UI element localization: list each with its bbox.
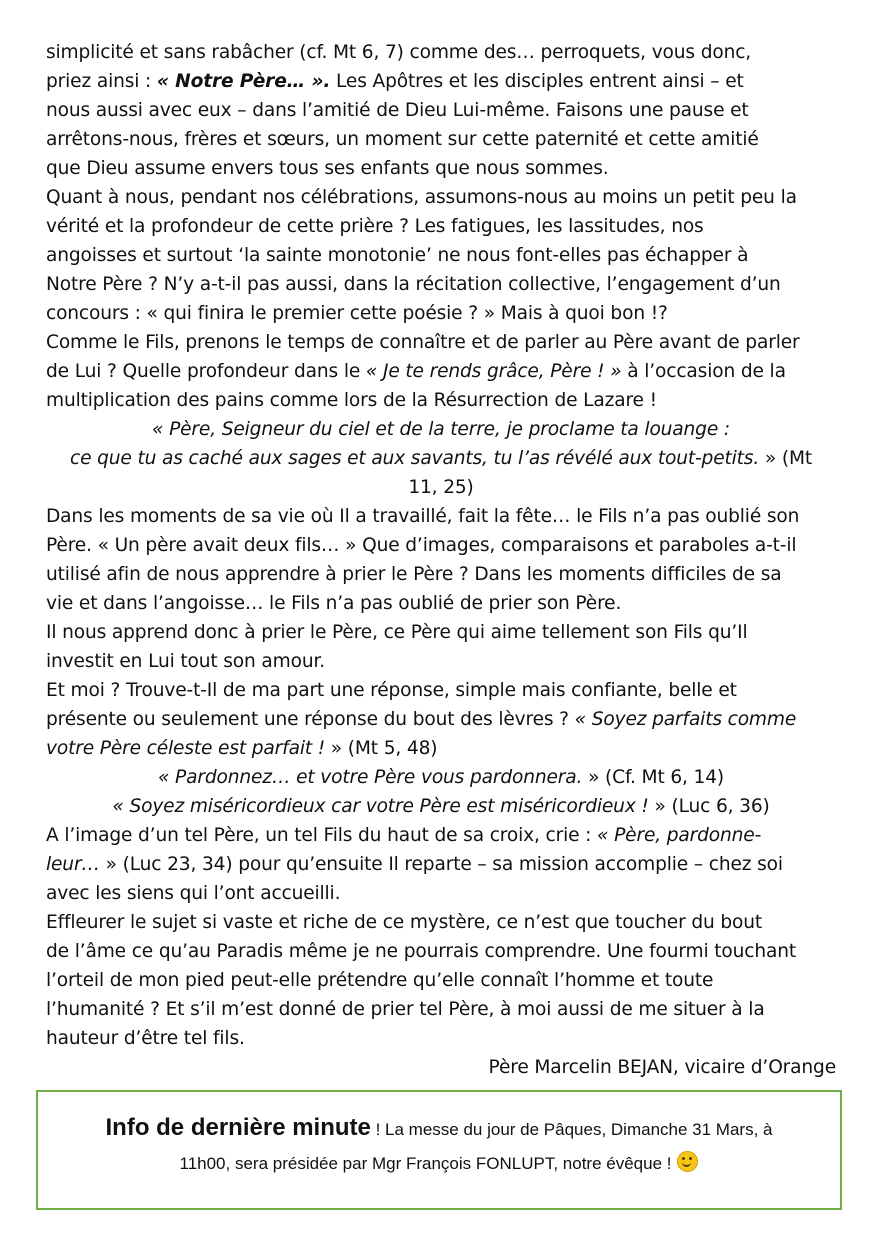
text-line	[46, 734, 836, 763]
citation-ref: » (Mt 5, 48)	[325, 738, 438, 759]
scripture-quote	[46, 792, 836, 821]
text-line: Père. « Un père avait deux fils… » Que d’images, comparaisons et paraboles a-t-il	[46, 535, 797, 556]
citation-ref: » (Luc 6, 36)	[648, 796, 770, 817]
italic-quote: « Soyez miséricordieux car votre Père est miséricordieux !	[112, 796, 649, 817]
text-span: présente ou seulement une réponse du bout des lèvres ?	[46, 709, 575, 730]
italic-quote: « Pardonnez… et votre Père vous pardonnera.	[157, 767, 583, 788]
text-span: A l’image d’un tel Père, un tel Fils du haut de sa croix, crie :	[46, 825, 598, 846]
text-line: Notre Père ? N’y a-t-il pas aussi, dans la récitation collective, l’engagement d’un	[46, 274, 781, 295]
text-line: Quant à nous, pendant nos célébrations, assumons-nous au moins un petit peu la	[46, 187, 797, 208]
text-line: avec les siens qui l’ont accueilli.	[46, 883, 341, 904]
info-title: Info de dernière minute	[105, 1114, 371, 1141]
text-line: l’orteil de mon pied peut-elle prétendre qu’elle connaît l’homme et toute	[46, 970, 714, 991]
text-line: Il nous apprend donc à prier le Père, ce Père qui aime tellement son Fils qu’Il	[46, 622, 748, 643]
text-line: vie et dans l’angoisse… le Fils n’a pas oublié de prier son Père.	[46, 593, 622, 614]
text-line: Comme le Fils, prenons le temps de connaître et de parler au Père avant de parler	[46, 332, 800, 353]
italic-quote: « Père, pardonne-	[597, 825, 762, 846]
italic-quote: ce que tu as caché aux sages et aux savants, tu l’as révélé aux tout-petits.	[70, 448, 760, 469]
text-line: multiplication des pains comme lors de la Résurrection de Lazare !	[46, 390, 657, 411]
text-line: investit en Lui tout son amour.	[46, 651, 326, 672]
italic-quote: « Soyez parfaits comme	[574, 709, 797, 730]
emphasis-notre-pere: « Notre Père… ».	[156, 71, 331, 92]
text-line: concours : « qui finira le premier cette poésie ? » Mais à quoi bon !?	[46, 303, 668, 324]
text-line: arrêtons-nous, frères et sœurs, un moment sur cette paternité et cette amitié	[46, 129, 759, 150]
scripture-quote	[46, 444, 836, 473]
text-span: » (Luc 23, 34) pour qu’ensuite Il reparte – sa mission accomplie – chez soi	[99, 854, 783, 875]
text-line: l’humanité ? Et s’il m’est donné de prier tel Père, à moi aussi de me situer à la	[46, 999, 765, 1020]
text-line: que Dieu assume envers tous ses enfants que nous sommes.	[46, 158, 609, 179]
info-box	[36, 1090, 842, 1210]
text-line: de l’âme ce qu’au Paradis même je ne pourrais comprendre. Une fourmi touchant	[46, 941, 796, 962]
info-line	[38, 1114, 840, 1142]
text-line	[46, 357, 836, 386]
text-line	[46, 850, 836, 879]
citation-ref: » (Cf. Mt 6, 14)	[582, 767, 725, 788]
text-line: utilisé afin de nous apprendre à prier le Père ? Dans les moments difficiles de sa	[46, 564, 782, 585]
text-line: simplicité et sans rabâcher (cf. Mt 6, 7) comme des… perroquets, vous donc,	[46, 42, 752, 63]
info-line	[38, 1151, 840, 1174]
article-body	[46, 38, 836, 1082]
text-line: hauteur d’être tel fils.	[46, 1028, 245, 1049]
text-span: de Lui ? Quelle profondeur dans le	[46, 361, 366, 382]
scripture-quote	[46, 763, 836, 792]
text-line	[46, 705, 836, 734]
text-span: à l’occasion de la	[621, 361, 786, 382]
text-line: Effleurer le sujet si vaste et riche de ce mystère, ce n’est que toucher du bout	[46, 912, 763, 933]
text-span: Les Apôtres et les disciples entrent ainsi – et	[330, 71, 744, 92]
italic-quote: « Père, Seigneur du ciel et de la terre, je proclame ta louange :	[151, 419, 730, 440]
text-line: Et moi ? Trouve-t-Il de ma part une réponse, simple mais confiante, belle et	[46, 680, 737, 701]
author-signature: Père Marcelin BEJAN, vicaire d’Orange	[488, 1057, 836, 1078]
text-line: nous aussi avec eux – dans l’amitié de Dieu Lui-même. Faisons une pause et	[46, 100, 749, 121]
text-line: vérité et la profondeur de cette prière ? Les fatigues, les lassitudes, nos	[46, 216, 704, 237]
smiley-icon	[677, 1151, 698, 1172]
text-line	[46, 67, 836, 96]
scripture-quote	[46, 415, 836, 444]
text-line	[46, 821, 836, 850]
text-span: priez ainsi :	[46, 71, 157, 92]
citation-ref: 11, 25)	[408, 477, 474, 498]
text-line: Dans les moments de sa vie où Il a travaillé, fait la fête… le Fils n’a pas oublié son	[46, 506, 800, 527]
italic-quote: « Je te rends grâce, Père ! »	[365, 361, 622, 382]
info-text: ! La messe du jour de Pâques, Dimanche 31 Mars, à	[370, 1120, 773, 1139]
citation-ref: » (Mt	[759, 448, 812, 469]
text-line: angoisses et surtout ‘la sainte monotonie’ ne nous font-elles pas échapper à	[46, 245, 749, 266]
italic-quote: votre Père céleste est parfait !	[46, 738, 326, 759]
italic-quote: leur…	[46, 854, 100, 875]
info-text: 11h00, sera présidée par Mgr François FONLUPT, notre évêque !	[179, 1154, 672, 1173]
